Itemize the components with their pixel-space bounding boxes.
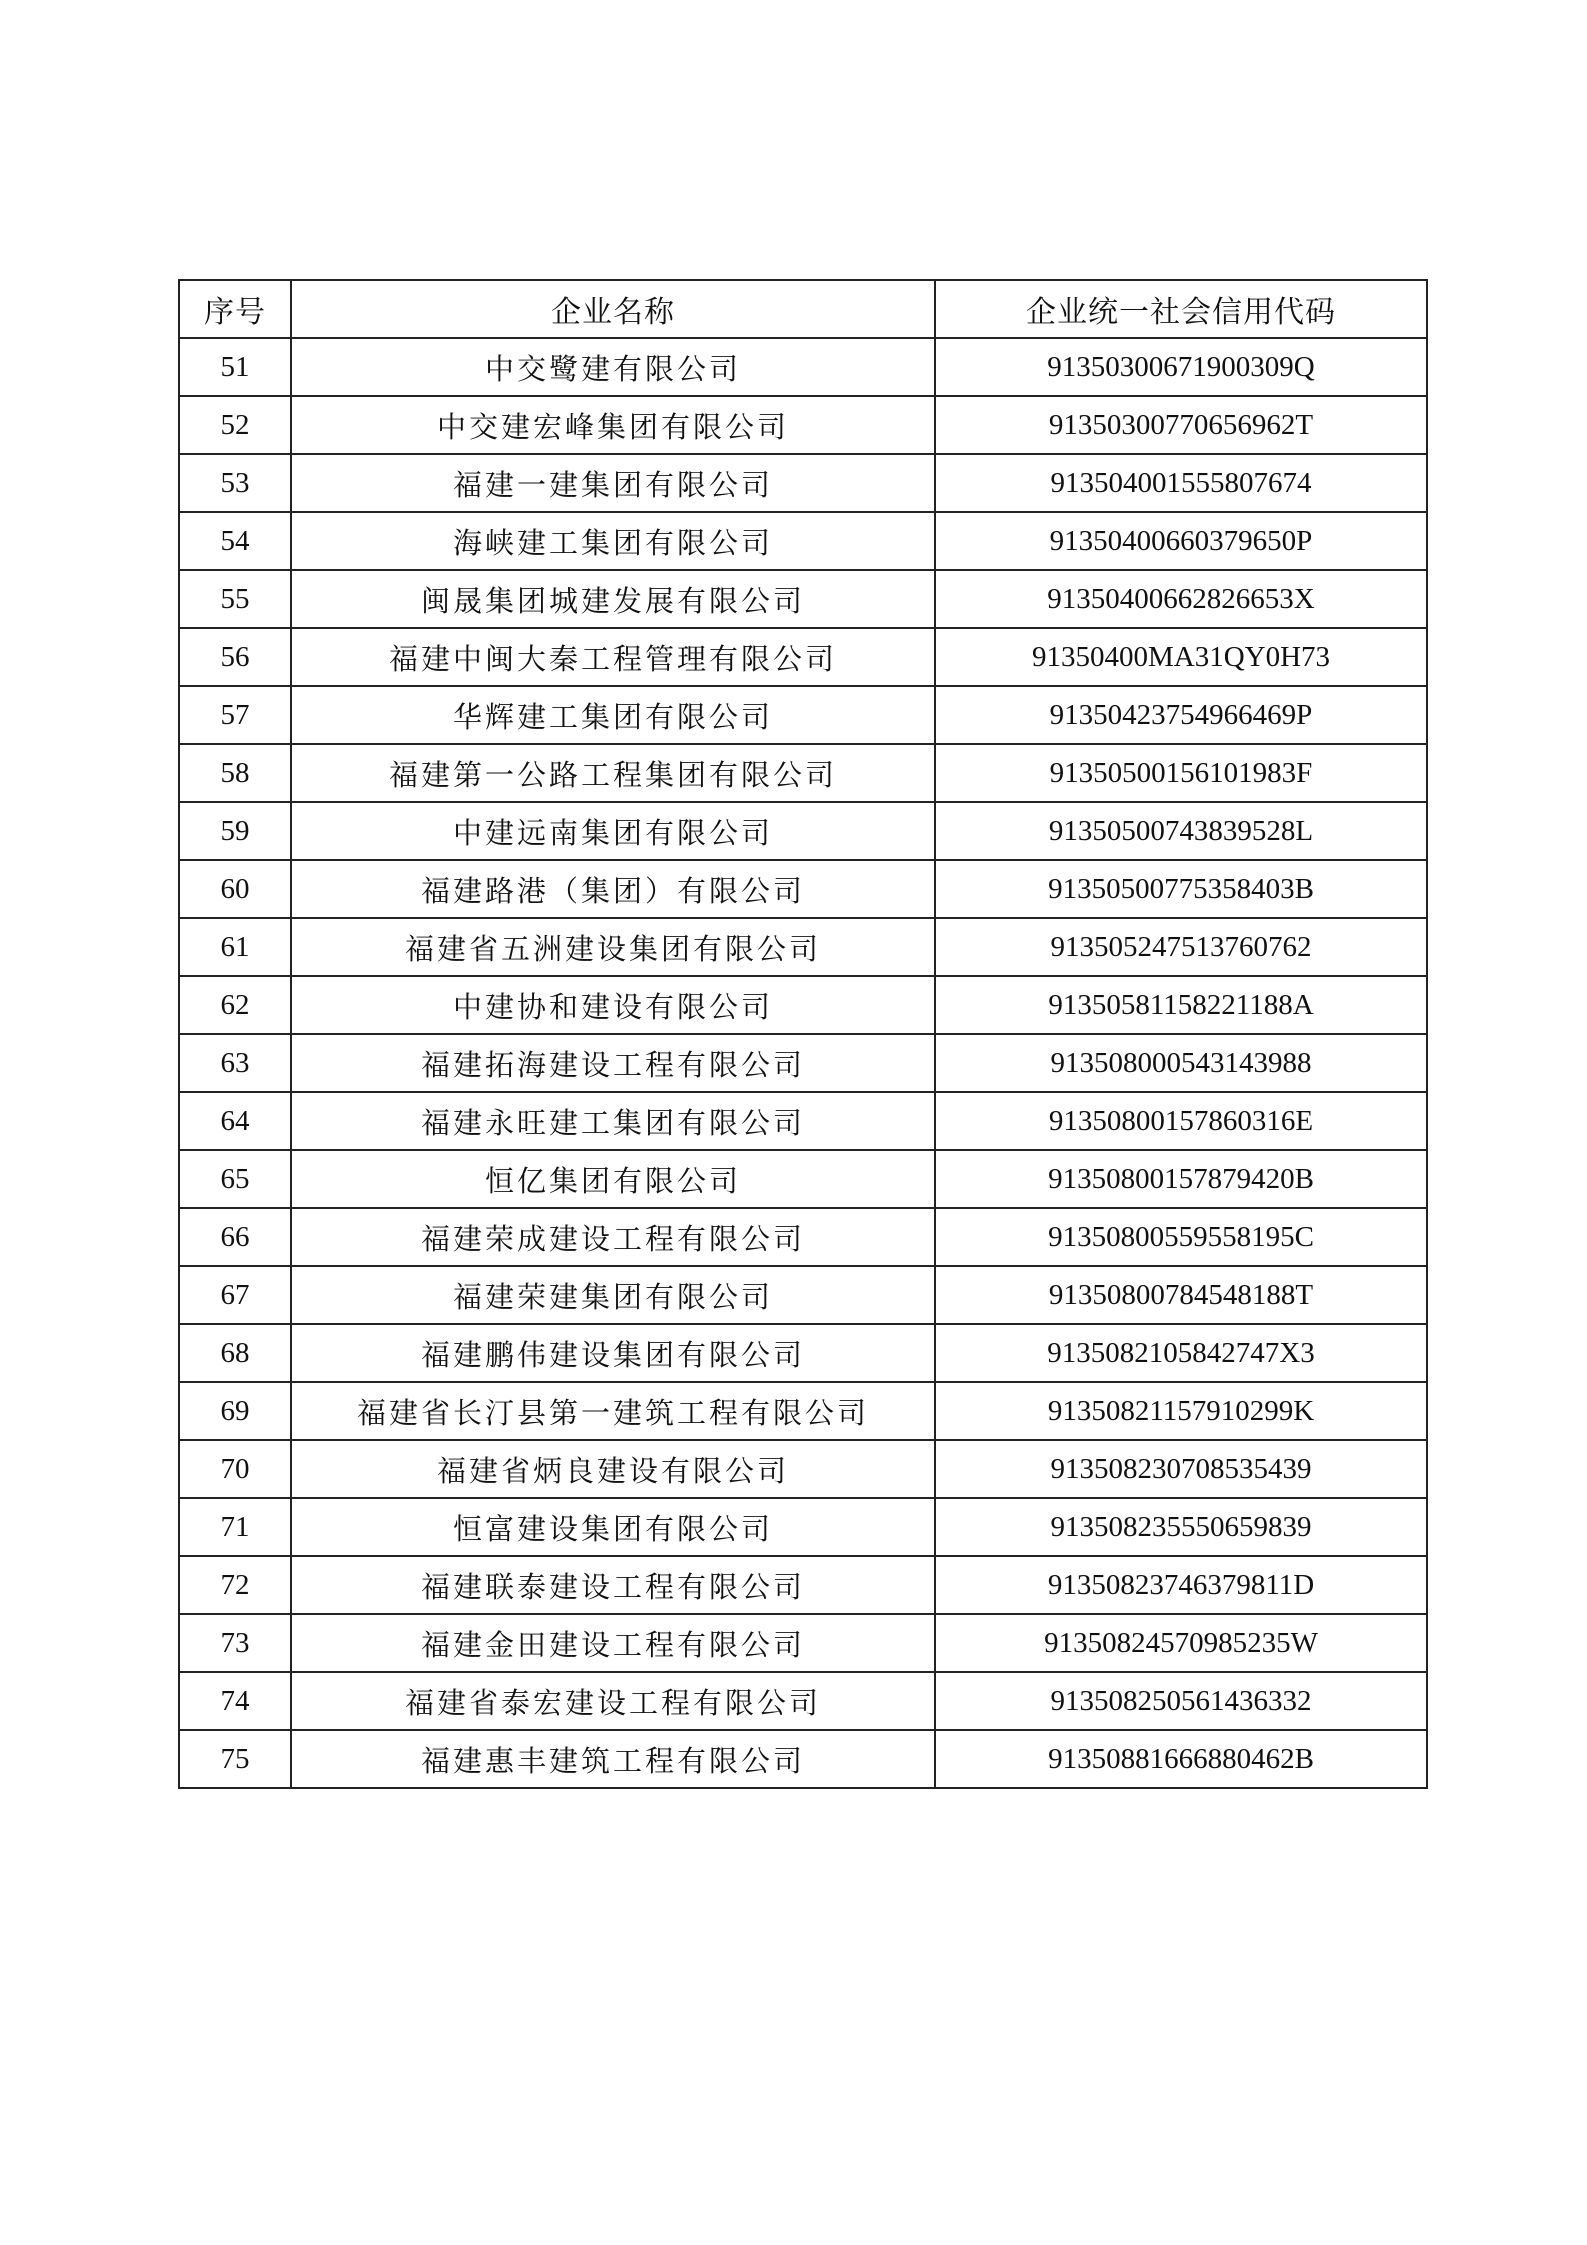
row-index: 65 <box>179 1150 291 1208</box>
row-enterprise-name: 恒亿集团有限公司 <box>291 1150 935 1208</box>
table-row <box>179 1672 1427 1730</box>
row-credit-code: 91350400MA31QY0H73 <box>935 628 1427 686</box>
table-row <box>179 628 1427 686</box>
row-index: 71 <box>179 1498 291 1556</box>
row-index: 51 <box>179 338 291 396</box>
table-row <box>179 570 1427 628</box>
row-enterprise-name: 中建远南集团有限公司 <box>291 802 935 860</box>
row-enterprise-name: 福建荣成建设工程有限公司 <box>291 1208 935 1266</box>
table-header-row <box>179 280 1427 338</box>
row-index: 62 <box>179 976 291 1034</box>
row-index: 74 <box>179 1672 291 1730</box>
table-row <box>179 1324 1427 1382</box>
row-index: 59 <box>179 802 291 860</box>
row-index: 54 <box>179 512 291 570</box>
row-credit-code: 91350300770656962T <box>935 396 1427 454</box>
row-credit-code: 91350881666880462B <box>935 1730 1427 1788</box>
table-row <box>179 1092 1427 1150</box>
row-credit-code: 91350423754966469P <box>935 686 1427 744</box>
row-index: 72 <box>179 1556 291 1614</box>
row-credit-code: 91350581158221188A <box>935 976 1427 1034</box>
table-row <box>179 396 1427 454</box>
table-row <box>179 454 1427 512</box>
row-enterprise-name: 福建惠丰建筑工程有限公司 <box>291 1730 935 1788</box>
row-index: 75 <box>179 1730 291 1788</box>
row-credit-code: 91350400662826653X <box>935 570 1427 628</box>
row-index: 61 <box>179 918 291 976</box>
row-index: 63 <box>179 1034 291 1092</box>
row-enterprise-name: 福建一建集团有限公司 <box>291 454 935 512</box>
row-index: 52 <box>179 396 291 454</box>
row-index: 66 <box>179 1208 291 1266</box>
row-index: 64 <box>179 1092 291 1150</box>
row-enterprise-name: 福建省泰宏建设工程有限公司 <box>291 1672 935 1730</box>
row-enterprise-name: 福建联泰建设工程有限公司 <box>291 1556 935 1614</box>
row-credit-code: 91350500156101983F <box>935 744 1427 802</box>
row-credit-code: 913508250561436332 <box>935 1672 1427 1730</box>
table-row <box>179 860 1427 918</box>
row-index: 70 <box>179 1440 291 1498</box>
row-index: 57 <box>179 686 291 744</box>
row-credit-code: 913504001555807674 <box>935 454 1427 512</box>
row-credit-code: 91350821157910299K <box>935 1382 1427 1440</box>
table-row <box>179 976 1427 1034</box>
enterprise-table <box>178 279 1428 1789</box>
row-index: 56 <box>179 628 291 686</box>
row-enterprise-name: 中交建宏峰集团有限公司 <box>291 396 935 454</box>
row-credit-code: 91350800559558195C <box>935 1208 1427 1266</box>
table-row <box>179 1614 1427 1672</box>
table-row <box>179 1382 1427 1440</box>
row-credit-code: 91350500775358403B <box>935 860 1427 918</box>
row-enterprise-name: 福建中闽大秦工程管理有限公司 <box>291 628 935 686</box>
header-code: 企业统一社会信用代码 <box>935 280 1427 338</box>
row-credit-code: 913508235550659839 <box>935 1498 1427 1556</box>
table-row <box>179 744 1427 802</box>
header-name: 企业名称 <box>291 280 935 338</box>
row-credit-code: 91350400660379650P <box>935 512 1427 570</box>
row-enterprise-name: 恒富建设集团有限公司 <box>291 1498 935 1556</box>
table-row <box>179 1730 1427 1788</box>
table-row <box>179 918 1427 976</box>
header-index: 序号 <box>179 280 291 338</box>
row-credit-code: 91350500743839528L <box>935 802 1427 860</box>
table-row <box>179 686 1427 744</box>
row-index: 68 <box>179 1324 291 1382</box>
row-enterprise-name: 福建鹏伟建设集团有限公司 <box>291 1324 935 1382</box>
row-enterprise-name: 福建金田建设工程有限公司 <box>291 1614 935 1672</box>
row-enterprise-name: 福建省炳良建设有限公司 <box>291 1440 935 1498</box>
table-row <box>179 1208 1427 1266</box>
row-enterprise-name: 福建永旺建工集团有限公司 <box>291 1092 935 1150</box>
row-index: 69 <box>179 1382 291 1440</box>
row-credit-code: 91350800157860316E <box>935 1092 1427 1150</box>
table-body <box>179 338 1427 1788</box>
table-row <box>179 1498 1427 1556</box>
row-enterprise-name: 中交鹭建有限公司 <box>291 338 935 396</box>
table-row <box>179 1556 1427 1614</box>
row-enterprise-name: 福建荣建集团有限公司 <box>291 1266 935 1324</box>
table-row <box>179 338 1427 396</box>
table-row <box>179 1440 1427 1498</box>
row-enterprise-name: 福建路港（集团）有限公司 <box>291 860 935 918</box>
table-row <box>179 1266 1427 1324</box>
row-index: 55 <box>179 570 291 628</box>
row-credit-code: 91350823746379811D <box>935 1556 1427 1614</box>
row-credit-code: 91350824570985235W <box>935 1614 1427 1672</box>
row-enterprise-name: 福建省五洲建设集团有限公司 <box>291 918 935 976</box>
table-row <box>179 1034 1427 1092</box>
row-credit-code: 913508000543143988 <box>935 1034 1427 1092</box>
row-credit-code: 91350800784548188T <box>935 1266 1427 1324</box>
row-index: 53 <box>179 454 291 512</box>
table-row <box>179 1150 1427 1208</box>
row-credit-code: 913505247513760762 <box>935 918 1427 976</box>
row-enterprise-name: 福建省长汀县第一建筑工程有限公司 <box>291 1382 935 1440</box>
row-enterprise-name: 海峡建工集团有限公司 <box>291 512 935 570</box>
row-enterprise-name: 中建协和建设有限公司 <box>291 976 935 1034</box>
row-enterprise-name: 福建第一公路工程集团有限公司 <box>291 744 935 802</box>
row-credit-code: 91350300671900309Q <box>935 338 1427 396</box>
row-index: 73 <box>179 1614 291 1672</box>
row-credit-code: 9135082105842747X3 <box>935 1324 1427 1382</box>
row-index: 60 <box>179 860 291 918</box>
row-enterprise-name: 闽晟集团城建发展有限公司 <box>291 570 935 628</box>
table-row <box>179 512 1427 570</box>
row-credit-code: 91350800157879420B <box>935 1150 1427 1208</box>
row-index: 58 <box>179 744 291 802</box>
row-index: 67 <box>179 1266 291 1324</box>
table-row <box>179 802 1427 860</box>
row-enterprise-name: 华辉建工集团有限公司 <box>291 686 935 744</box>
row-credit-code: 913508230708535439 <box>935 1440 1427 1498</box>
row-enterprise-name: 福建拓海建设工程有限公司 <box>291 1034 935 1092</box>
